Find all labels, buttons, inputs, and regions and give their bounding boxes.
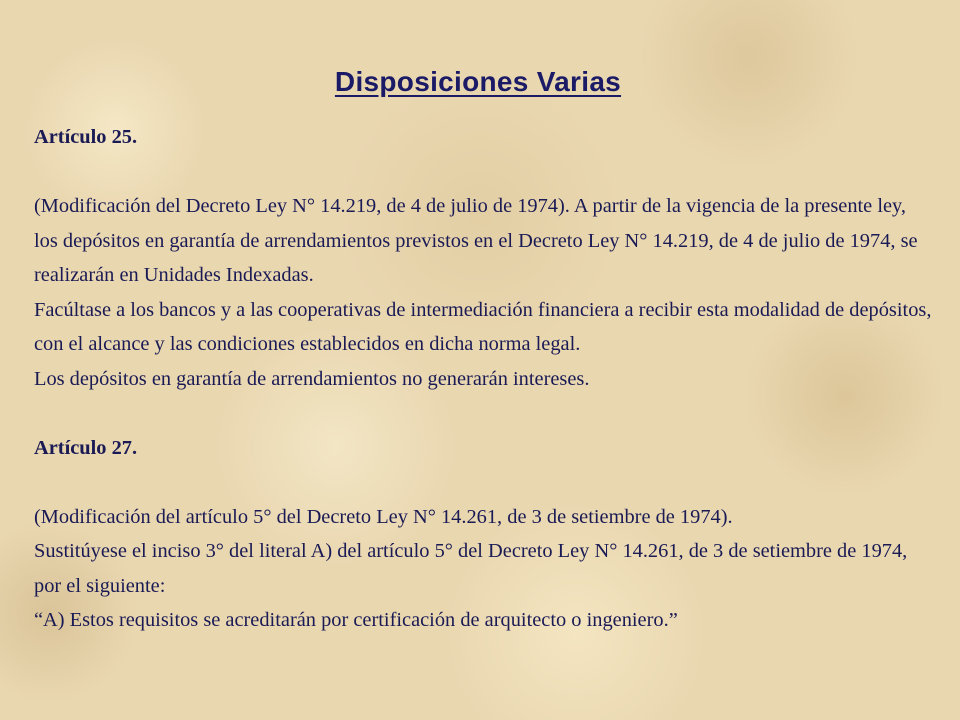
article-25-paragraph-3: Los depósitos en garantía de arrendamientos no generarán intereses. [34, 367, 590, 390]
article-25-paragraph-2: Facúltase a los bancos y a las cooperativas de intermediación financiera a recibir esta modalidad de depósitos, con el alcance y las condiciones establecidos en dicha norma legal. [34, 298, 932, 355]
article-25-heading: Artículo 25. [34, 126, 138, 148]
slide-body [34, 120, 934, 638]
spacer [34, 155, 934, 190]
article-27-paragraph-3: “A) Estos requisitos se acreditarán por certificación de arquitecto o ingeniero.” [34, 609, 678, 631]
article-27-heading: Artículo 27. [34, 436, 138, 459]
spacer [34, 465, 934, 500]
spacer [34, 396, 934, 431]
article-27-paragraph-1: (Modificación del artículo 5° del Decreto Ley N° 14.261, de 3 de setiembre de 1974). [34, 505, 733, 528]
article-25-paragraph-1: (Modificación del Decreto Ley N° 14.219, de 4 de julio de 1974). A partir de la vigencia de la presente ley, los depósitos en garantía de arrendamientos previstos en el Decreto Ley N° 14.219, de 4 de julio de 1974, se realizarán en Unidades Indexadas. [34, 195, 918, 286]
slide-title: Disposiciones Varias [334, 66, 622, 97]
article-27-paragraph-2: Sustitúyese el inciso 3° del literal A) del artículo 5° del Decreto Ley N° 14.261, de 3 de setiembre de 1974, por el siguiente: [34, 540, 908, 597]
